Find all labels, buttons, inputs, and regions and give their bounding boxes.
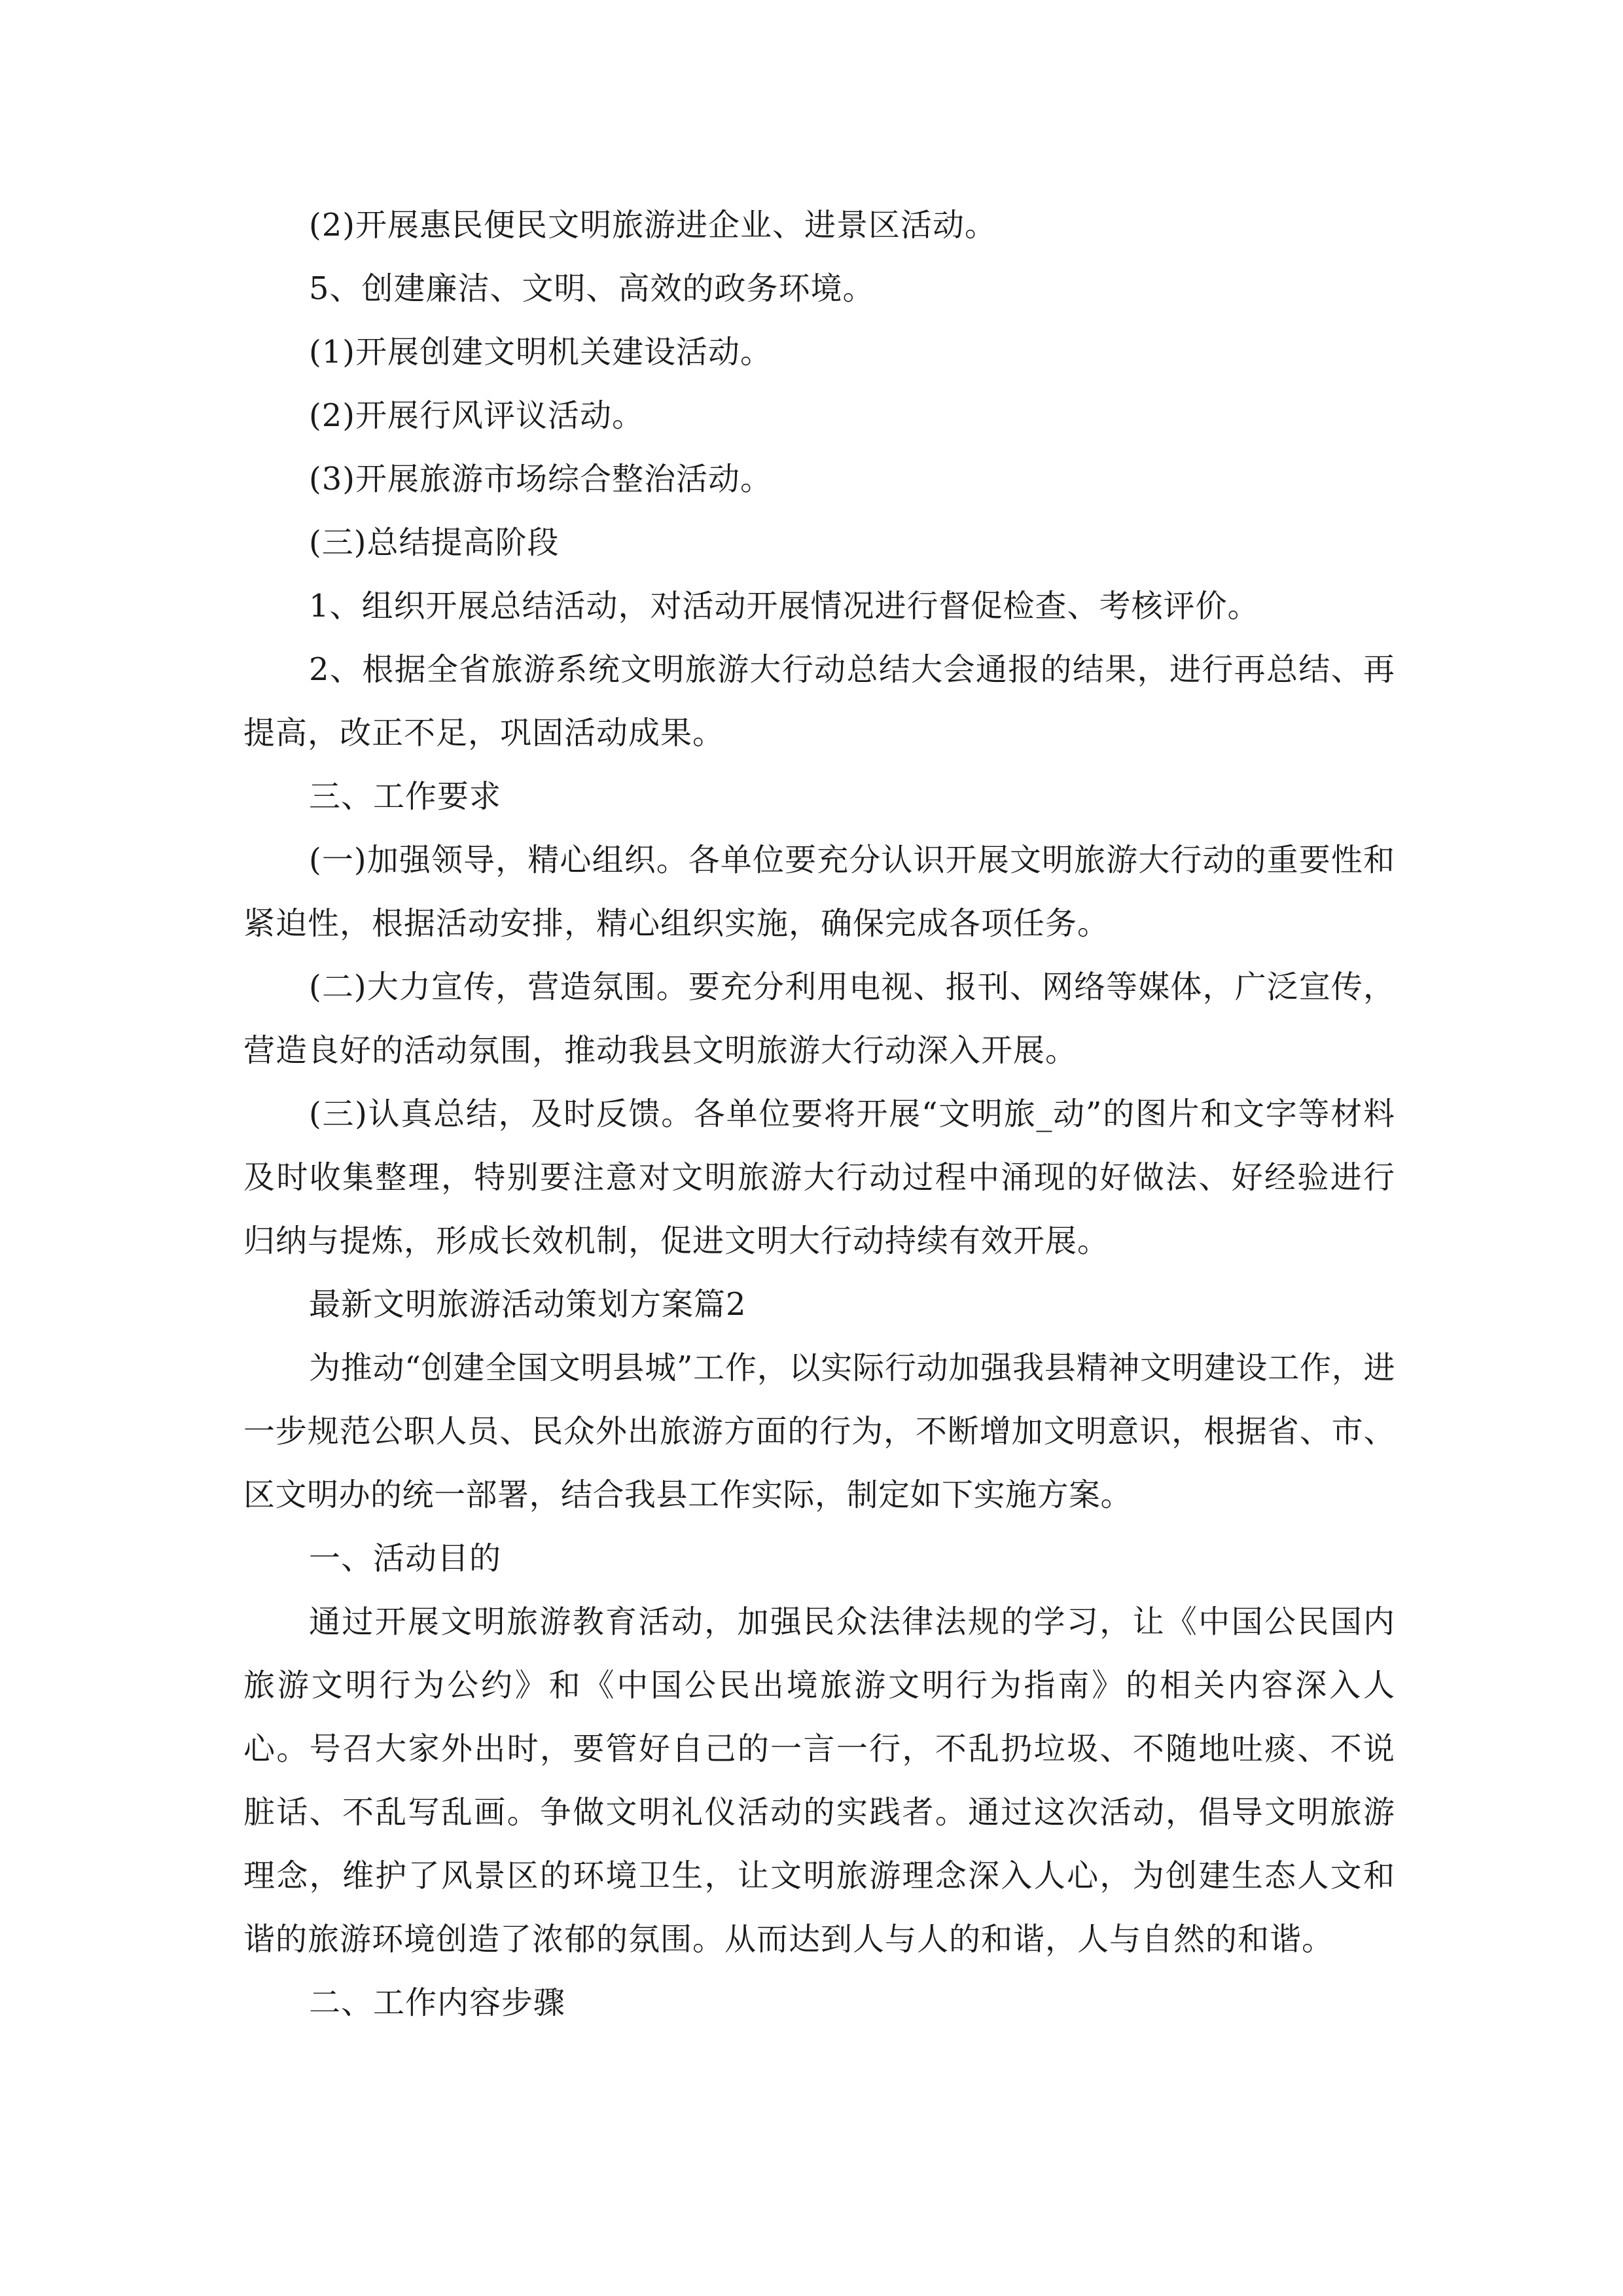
- article-title: 最新文明旅游活动策划方案篇2: [309, 1286, 747, 1323]
- section-heading: 三、工作要求: [309, 778, 502, 815]
- paragraph: 为推动“创建全国文明县城”工作，以实际行动加强我县精神文明建设工作，进一步规范公职人员、民众外出旅游方面的行为，不断增加文明意识，根据省、市、区文明办的统一部署，结合我县工作实际，制定如下实施方案。: [243, 1350, 1395, 1513]
- document-body: [243, 194, 1395, 2035]
- section-heading: (三)总结提高阶段: [309, 524, 560, 561]
- paragraph: 1、组织开展总结活动，对活动开展情况进行督促检查、考核评价。: [309, 588, 1260, 624]
- paragraph: (3)开展旅游市场综合整治活动。: [309, 461, 772, 497]
- paragraph: (2)开展行风评议活动。: [309, 397, 644, 434]
- paragraph: (三)认真总结，及时反馈。各单位要将开展“文明旅_动”的图片和文字等材料及时收集整理，特别要注意对文明旅游大行动过程中涌现的好做法、好经验进行归纳与提炼，形成长效机制，促进文明大行动持续有效开展。: [243, 1096, 1395, 1259]
- paragraph: (2)开展惠民便民文明旅游进企业、进景区活动。: [309, 207, 997, 243]
- paragraph: 2、根据全省旅游系统文明旅游大行动总结大会通报的结果，进行再总结、再提高，改正不足，巩固活动成果。: [243, 651, 1395, 751]
- paragraph: 通过开展文明旅游教育活动，加强民众法律法规的学习，让《中国公民国内旅游文明行为公约》和《中国公民出境旅游文明行为指南》的相关内容深入人心。号召大家外出时，要管好自己的一言一行，不乱扔垃圾、不随地吐痰、不说脏话、不乱写乱画。争做文明礼仪活动的实践者。通过这次活动，倡导文明旅游理念，维护了风景区的环境卫生，让文明旅游理念深入人心，为创建生态人文和谐的旅游环境创造了浓郁的氛围。从而达到人与人的和谐，人与自然的和谐。: [243, 1604, 1395, 1958]
- paragraph: (一)加强领导，精心组织。各单位要充分认识开展文明旅游大行动的重要性和紧迫性，根据活动安排，精心组织实施，确保完成各项任务。: [243, 842, 1395, 942]
- paragraph: 5、创建廉洁、文明、高效的政务环境。: [309, 270, 875, 307]
- paragraph: (二)大力宣传，营造氛围。要充分利用电视、报刊、网络等媒体，广泛宣传，营造良好的活动氛围，推动我县文明旅游大行动深入开展。: [243, 969, 1395, 1069]
- section-heading: 二、工作内容步骤: [309, 1984, 566, 2021]
- section-heading: 一、活动目的: [309, 1540, 502, 1577]
- paragraph: (1)开展创建文明机关建设活动。: [309, 334, 772, 370]
